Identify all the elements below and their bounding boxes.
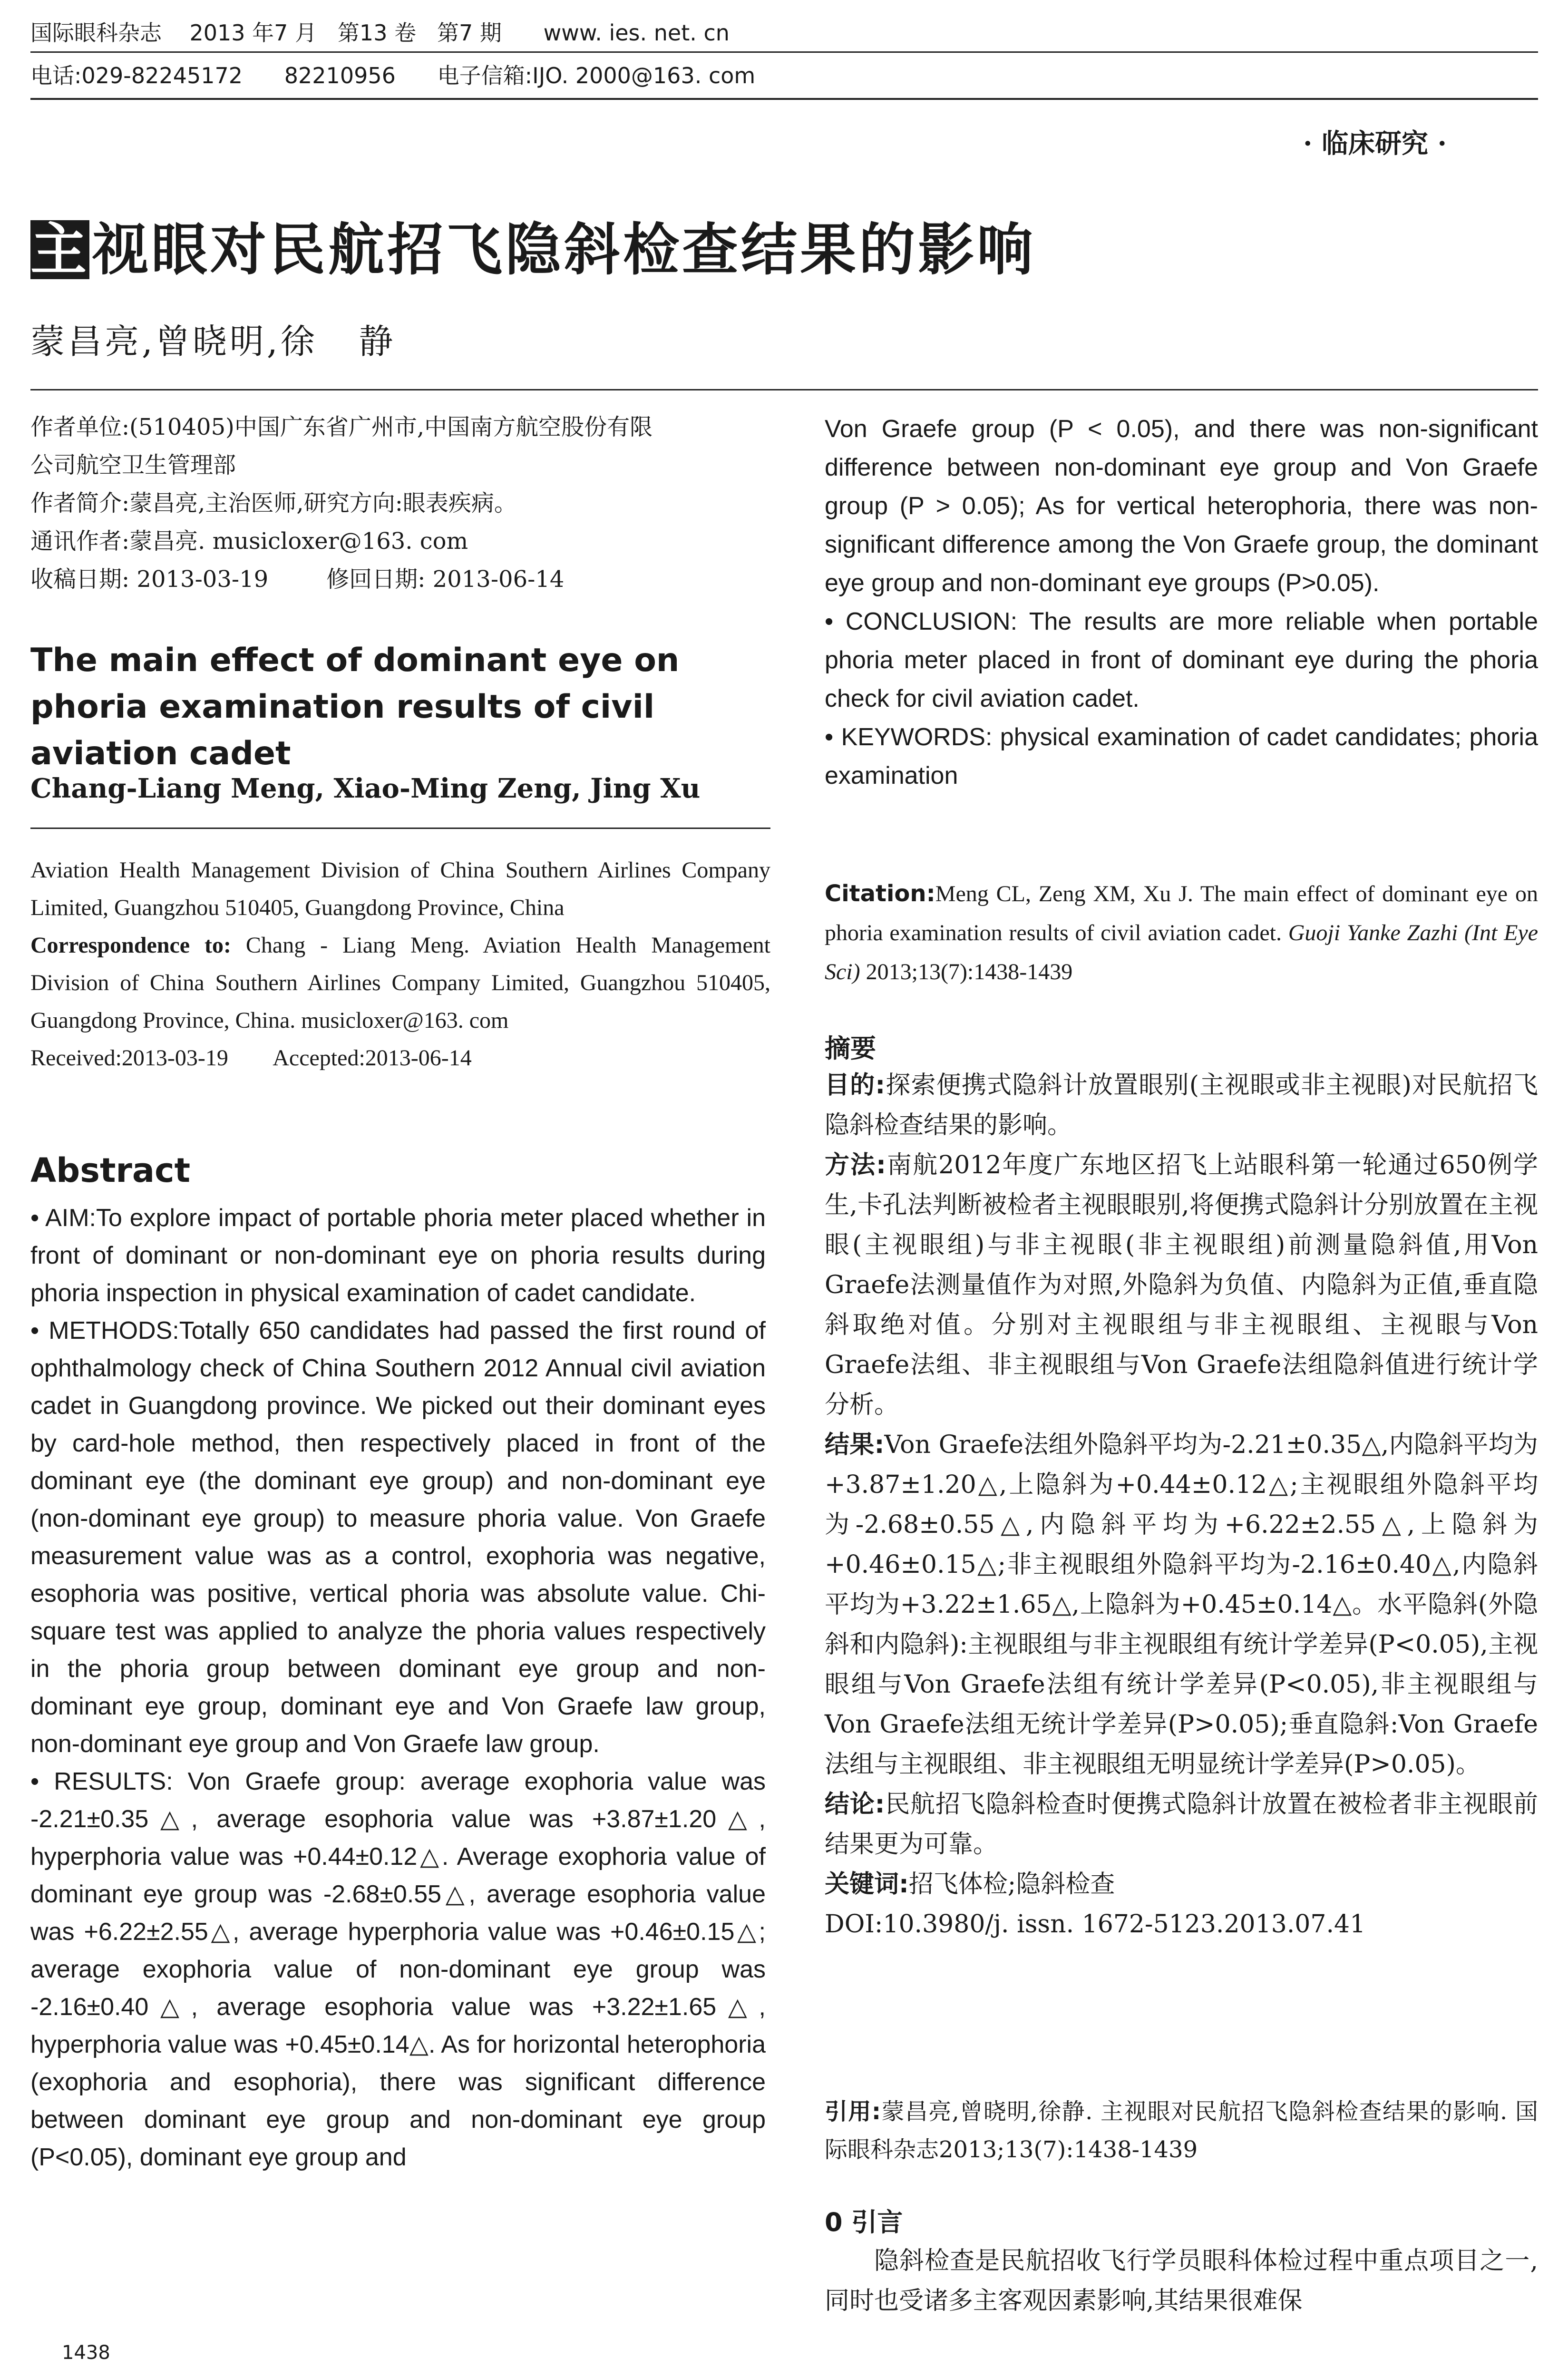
dates-en: Received:2013-03-19 Accepted:2013-06-14	[30, 1045, 472, 1071]
aim-text-zh: 探索便携式隐斜计放置眼别(主视眼或非主视眼)对民航招飞隐斜检查结果的影响。	[825, 1071, 1538, 1140]
citation-zh-label: 引用:	[825, 2098, 881, 2125]
affiliation-en-text: Aviation Health Management Division of China Southern Airlines Company Limited, Guangzhou 510405, Guangdong Province, China	[30, 857, 770, 920]
aim-label-zh: 目的:	[825, 1071, 886, 1100]
abstract-results: • RESULTS: Von Graefe group: average exophoria value was -2.21±0.35△, average esophoria value was +3.87±1.20△, hyperphoria value was +0.44±0.12△. Average exophoria value of dominant eye group was -2.68±0.55△, average esophoria value was +6.22±2.55△, average hyperphoria value was +0.46±0.15△; average exophoria value of non-dominant eye group was -2.16±0.40△, average esophoria value was +3.22±1.65△, hyperphoria value was +0.45±0.14△. As for horizontal heterophoria (exophoria and esophoria), there was significant difference between dominant eye group and non-dominant eye group (P<0.05), dominant eye group and	[30, 1768, 766, 2171]
methods-label-zh: 方法:	[825, 1151, 886, 1179]
keywords-text-zh: 招飞体检;隐斜检查	[908, 1870, 1115, 1899]
citation-zh	[825, 2093, 1538, 2169]
citation-journal: Guoji Yanke Zazhi (Int Eye Sci)	[825, 920, 1539, 984]
abstract-zh-heading: 摘要	[825, 1033, 876, 1063]
doi: DOI:10.3980/j. issn. 1672-5123.2013.07.41	[825, 1910, 1366, 1939]
header-divider	[30, 51, 1538, 53]
affiliation-zh-line2: 公司航空卫生管理部	[30, 452, 236, 478]
keywords-label-zh: 关键词:	[825, 1870, 909, 1899]
english-authors: Chang-Liang Meng, Xiao-Ming Zeng, Jing Xu	[30, 773, 701, 804]
abstract-results-cont: Von Graefe group (P < 0.05), and there was non-significant difference between non-dominant eye group and Von Graefe group (P > 0.05); As for vertical heterophoria, there was non-significant difference among the Von Graefe group, the dominant eye group and non-dominant eye groups (P>0.05).	[825, 415, 1538, 597]
citation-zh-text: 蒙昌亮,曾晓明,徐静. 主视眼对民航招飞隐斜检查结果的影响. 国际眼科杂志2013;13(7):1438-1439	[825, 2098, 1538, 2163]
correspondence-text: Chang - Liang Meng. Aviation Health Management Division of China Southern Airlines Company Limited, Guangzhou 510405, Guangdong Province, China. musicloxer@163. com	[30, 933, 770, 1033]
header-bottom-rule	[30, 98, 1538, 100]
journal-header-line1: 国际眼科杂志 2013 年7 月 第13 卷 第7 期 www. ies. net. cn	[30, 20, 730, 46]
affiliation-en	[30, 851, 770, 1077]
correspondence	[30, 926, 770, 1039]
abstract-zh-keywords	[825, 1864, 1538, 1904]
abstract-conclusion: • CONCLUSION: The results are more reliable when portable phoria meter placed in front of dominant eye during the phoria check for civil aviation cadet.	[825, 608, 1538, 712]
citation-label: Citation:	[825, 880, 935, 907]
citation-tail: 2013;13(7):1438-1439	[860, 959, 1073, 984]
english-authors-rule	[30, 828, 770, 829]
abstract-heading: Abstract	[30, 1151, 191, 1190]
results-text-zh: Von Graefe法组外隐斜平均为-2.21±0.35△,内隐斜平均为+3.87±1.20△,上隐斜为+0.44±0.12△;主视眼组外隐斜平均为-2.68±0.55△,内隐斜平均为+6.22±2.55△,上隐斜为+0.46±0.15△;非主视眼组外隐斜平均为-2.16±0.40△,内隐斜平均为+3.22±1.65△,上隐斜为+0.45±0.14△。水平隐斜(外隐斜和内隐斜):主视眼组与非主视眼组有统计学差异(P<0.05),主视眼组与Von Graefe法组有统计学差异(P<0.05),非主视眼组与Von Graefe法组无统计学差异(P>0.05);垂直隐斜:Von Graefe法组与主视眼组、非主视眼组无明显统计学差异(P>0.05)。	[825, 1431, 1538, 1779]
page-number: 1438	[62, 2342, 110, 2364]
abstract-left-column	[30, 1199, 766, 2176]
abstract-keywords: • KEYWORDS: physical examination of cadet candidates; phoria examination	[825, 723, 1538, 789]
title-boxed-char: 主	[30, 217, 90, 283]
methods-text-zh: 南航2012年度广东地区招飞上站眼科第一轮通过650例学生,卡孔法判断被检者主视眼眼别,将便携式隐斜计分别放置在主视眼(主视眼组)与非主视眼(非主视眼组)前测量隐斜值,用Von Graefe法测量值作为对照,外隐斜为负值、内隐斜为正值,垂直隐斜取绝对值。分别对主视眼组与非主视眼组、主视眼与Von Graefe法组、非主视眼组与Von Graefe法组隐斜值进行统计学分析。	[825, 1151, 1539, 1419]
conclusion-label-zh: 结论:	[825, 1790, 885, 1819]
correspondence-label: Correspondence to:	[30, 933, 231, 958]
english-title: The main effect of dominant eye on phoria examination results of civil aviation cadet	[30, 642, 680, 772]
abstract-right-column	[825, 410, 1538, 795]
citation-en	[825, 874, 1538, 992]
title-text: 视眼对民航招飞隐斜检查结果的影响	[92, 217, 1036, 283]
author-info-zh	[30, 408, 763, 598]
authors-rule	[30, 389, 1538, 390]
authors-zh: 蒙昌亮,曾晓明,徐 静	[30, 321, 396, 361]
journal-header-line2: 电话:029-82245172 82210956 电子信箱:IJO. 2000@163. com	[30, 63, 756, 88]
abstract-zh-results	[825, 1425, 1538, 1784]
section-tag: · 临床研究 ·	[1303, 128, 1447, 159]
abstract-aim: • AIM:To explore impact of portable phoria meter placed whether in front of dominant or non-dominant eye on phoria results during phoria inspection in physical examination of cadet candidate.	[30, 1204, 766, 1307]
intro-heading: 0 引言	[825, 2207, 903, 2237]
intro-text: 隐斜检查是民航招收飞行学员眼科体检过程中重点项目之一,同时也受诸多主客观因素影响,其结果很难保	[825, 2247, 1538, 2315]
author-bio-zh: 作者简介:蒙昌亮,主治医师,研究方向:眼表疾病。	[30, 490, 517, 516]
abstract-zh	[825, 1065, 1538, 1944]
abstract-zh-methods	[825, 1145, 1538, 1425]
abstract-zh-conclusion	[825, 1784, 1538, 1864]
corresponding-author-zh: 通讯作者:蒙昌亮. musicloxer@163. com	[30, 528, 468, 555]
article-title	[30, 205, 1036, 285]
abstract-methods: • METHODS:Totally 650 candidates had passed the first round of ophthalmology check of China Southern 2012 Annual civil aviation cadet in Guangdong province. We picked out their dominant eyes by card-hole method, then respectively placed in front of the dominant eye (the dominant eye group) and non-dominant eye (non-dominant eye group) to measure phoria value. Von Graefe measurement value was as a control, exophoria was negative, esophoria was positive, vertical phoria was absolute value. Chi-square test was applied to analyze the phoria values respectively in the phoria group between dominant eye group and non-dominant eye group, dominant eye and Von Graefe law group, non-dominant eye group and Von Graefe law group.	[30, 1317, 766, 1758]
abstract-zh-aim	[825, 1065, 1538, 1145]
dates-zh: 收稿日期: 2013-03-19 修回日期: 2013-06-14	[30, 566, 565, 593]
affiliation-zh-line1: 作者单位:(510405)中国广东省广州市,中国南方航空股份有限	[30, 414, 653, 440]
citation-text: Meng CL, Zeng XM, Xu J. The main effect of dominant eye on phoria examination results of civil aviation cadet.	[825, 881, 1538, 945]
results-label-zh: 结果:	[825, 1431, 885, 1459]
conclusion-text-zh: 民航招飞隐斜检查时便携式隐斜计放置在被检者非主视眼前结果更为可靠。	[825, 1790, 1538, 1859]
